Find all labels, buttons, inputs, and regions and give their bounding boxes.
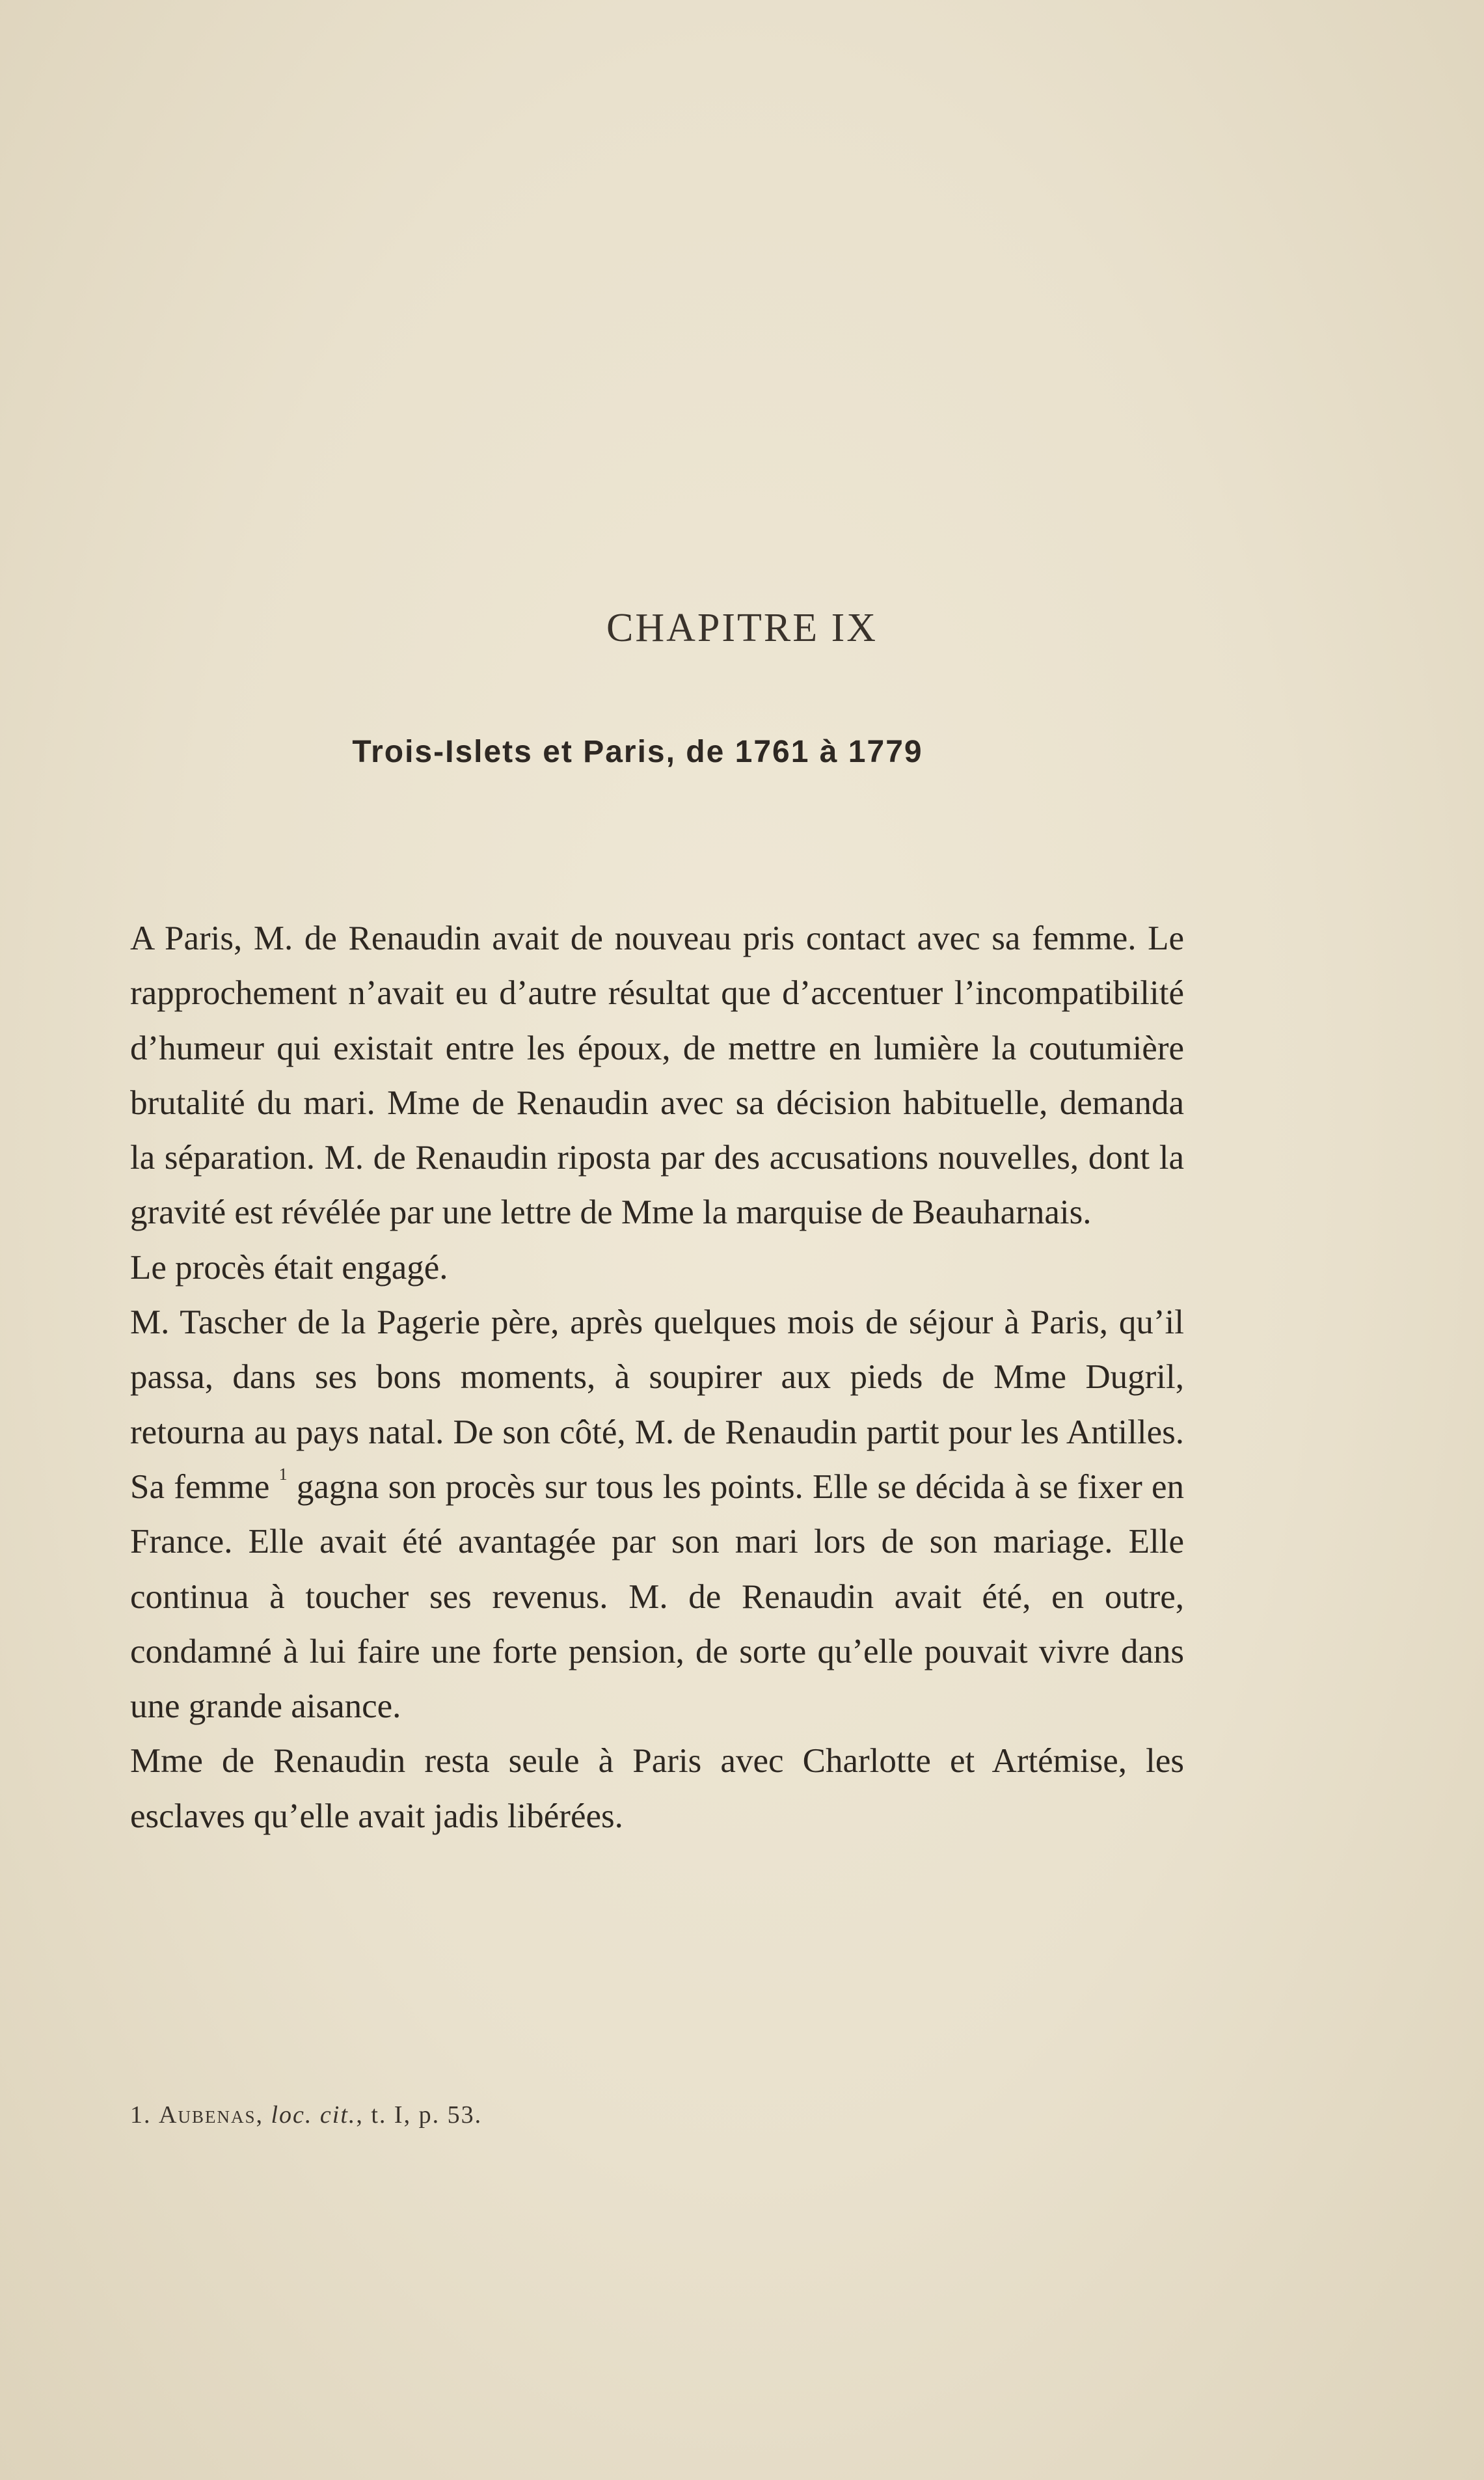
paragraph-text: A Paris, M. de Renaudin avait de nouveau pris contact avec sa femme. Le rapprochement n’avait eu d’autre résultat que d’accentuer l’incompatibilité d’humeur qui existait entre les époux, de mettre en lumière la coutumière brutalité du mari. Mme de Renaudin avec sa décision habituelle, demanda la séparation. M. de Renaudin riposta par des accusations nouvelles, dont la gravité est révélée par une lettre de Mme la marquise de Beauharnais. xyxy=(130,920,1184,1232)
footnote-marker: 1 xyxy=(278,1464,288,1484)
paragraph-text: gagna son procès sur tous les points. Elle se décida à se fixer en France. Elle avait été avantagée par son mari lors de son mariage. Elle continua à toucher ses revenus. M. de Renaudin avait été, en outre, condamné à lui faire une forte pension, de sorte qu’elle pouvait vivre dans une grande aisance. xyxy=(130,1467,1184,1726)
footnote-location: , t. I, p. 53. xyxy=(356,2101,483,2129)
chapter-heading: CHAPITRE IX xyxy=(606,606,878,650)
paragraph xyxy=(130,911,1184,1240)
footnote-number: 1. xyxy=(130,2101,152,2129)
footnote-author: Aubenas xyxy=(159,2101,256,2129)
paragraph xyxy=(130,1240,1184,1295)
footnote xyxy=(130,2101,1184,2129)
chapter-subtitle: Trois-Islets et Paris, de 1761 à 1779 xyxy=(352,735,923,769)
paragraph xyxy=(130,1734,1184,1844)
paragraph-text: M. Tascher de la Pagerie père, après quelques mois de séjour à Paris, qu’il passa, dans ses bons moments, à soupirer aux pieds de Mme Dugril, retourna au pays natal. De son côté, M. de Renaudin partit pour les Antilles. Sa femme xyxy=(130,1303,1184,1506)
footnote-separator: , xyxy=(256,2101,271,2129)
paragraph-text: Mme de Renaudin resta seule à Paris avec Charlotte et Artémise, les esclaves qu’elle avait jadis libérées. xyxy=(130,1742,1184,1835)
body-text xyxy=(130,911,1184,1844)
paragraph xyxy=(130,1295,1184,1734)
footnote-ref: loc. cit. xyxy=(271,2101,357,2129)
paragraph-text: Le procès était engagé. xyxy=(130,1248,448,1287)
